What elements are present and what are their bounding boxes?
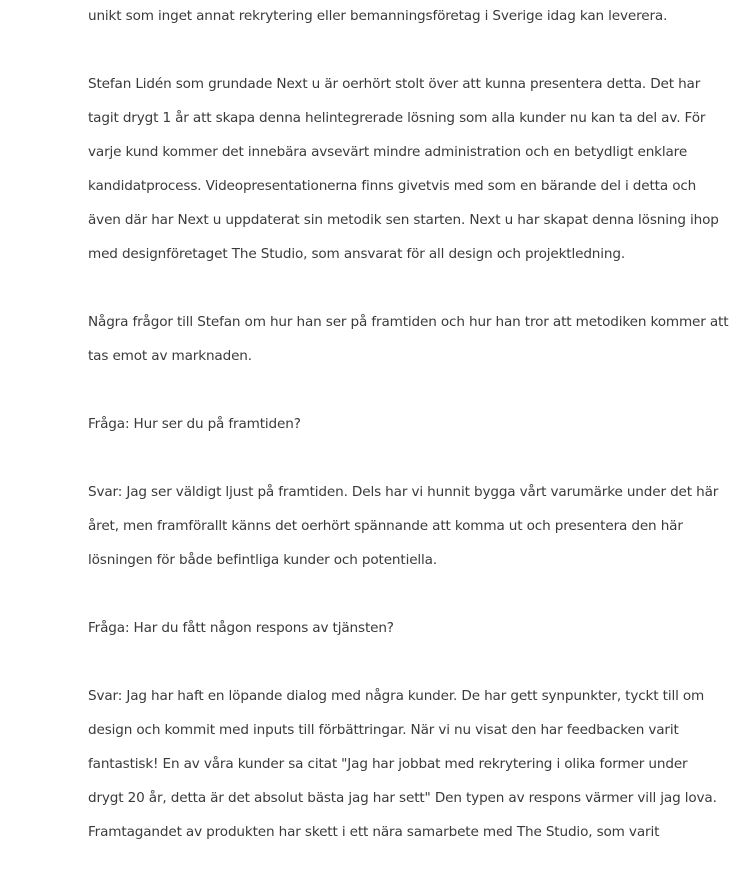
- paragraph-question-2: [88, 603, 688, 654]
- text-line: drygt 20 år, detta är det absolut bästa jag har sett" Den typen av respons värmer vill jag lova.: [88, 790, 717, 806]
- text-line: även där har Next u uppdaterat sin metodik sen starten. Next u har skapat denna lösning ihop: [88, 212, 719, 228]
- text-line: året, men framförallt känns det oerhört spännande att komma ut och presentera den här: [88, 518, 683, 534]
- text-line: Stefan Lidén som grundade Next u är oerhört stolt över att kunna presentera detta. Det har: [88, 76, 701, 92]
- paragraph-answer-2: [88, 671, 717, 858]
- text-line: design och kommit med inputs till förbättringar. När vi nu visat den har feedbacken varit: [88, 722, 679, 738]
- document-body: [88, 0, 729, 875]
- paragraph-question-1: [88, 399, 688, 450]
- paragraph-intro-end: [88, 0, 688, 42]
- text-line: fantastisk! En av våra kunder sa citat "Jag har jobbat med rekrytering i olika former under: [88, 756, 688, 772]
- paragraph-stefan-liden: [88, 59, 719, 280]
- text-line: Fråga: Har du fått någon respons av tjänsten?: [88, 620, 394, 636]
- text-line: Svar: Jag har haft en löpande dialog med några kunder. De har gett synpunkter, tyckt till om: [88, 688, 705, 704]
- text-line: Svar: Jag ser väldigt ljust på framtiden. Dels har vi hunnit bygga vårt varumärke under det här: [88, 484, 719, 500]
- paragraph-answer-1: [88, 467, 719, 586]
- text-line: tagit drygt 1 år att skapa denna helintegrerade lösning som alla kunder nu kan ta del av. För: [88, 110, 706, 126]
- text-line: unikt som inget annat rekrytering eller bemanningsföretag i Sverige idag kan leverera.: [88, 8, 668, 24]
- text-line: varje kund kommer det innebära avsevärt mindre administration och en betydligt enklare: [88, 144, 688, 160]
- text-line: Fråga: Hur ser du på framtiden?: [88, 416, 301, 432]
- text-line: tas emot av marknaden.: [88, 348, 252, 364]
- text-line: med designföretaget The Studio, som ansvarat för all design och projektledning.: [88, 246, 626, 262]
- text-line: Några frågor till Stefan om hur han ser på framtiden och hur han tror att metodiken kommer att: [88, 314, 729, 330]
- text-line: kandidatprocess. Videopresentationerna finns givetvis med som en bärande del i detta och: [88, 178, 697, 194]
- text-line: lösningen för både befintliga kunder och potentiella.: [88, 552, 438, 568]
- paragraph-questions-intro: [88, 297, 729, 382]
- text-line: Framtagandet av produkten har skett i ett nära samarbete med The Studio, som varit: [88, 824, 660, 840]
